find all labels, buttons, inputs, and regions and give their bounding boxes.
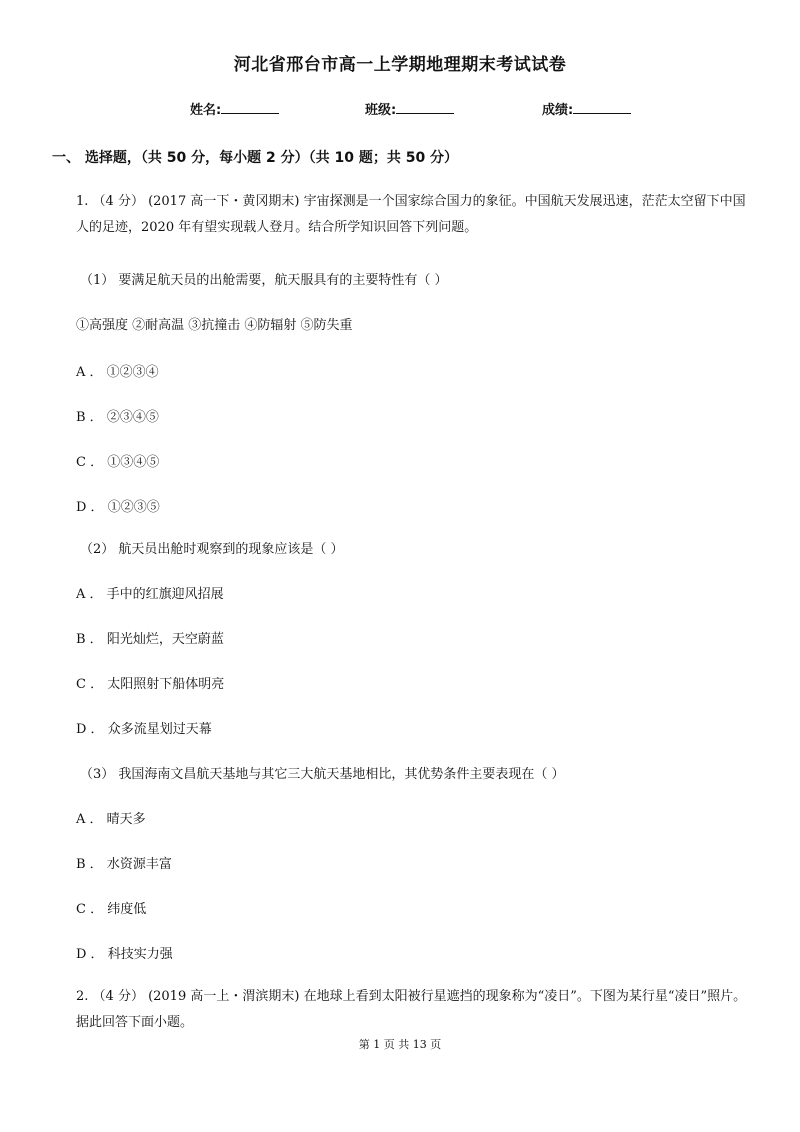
option-b: B ． ②③④⑤: [76, 410, 159, 425]
class-blank: [396, 101, 454, 114]
question-1-sub-1-items: ①高强度 ②耐高温 ③抗撞击 ④防辐射 ⑤防失重: [76, 318, 353, 333]
option-d: D ． 众多流星划过天幕: [76, 722, 212, 737]
option-d: D ． 科技实力强: [76, 947, 173, 962]
name-label: 姓名:: [190, 103, 222, 118]
name-field: [190, 99, 279, 118]
document-title: 河北省邢台市高一上学期地理期末考试试卷: [233, 55, 567, 75]
score-blank: [573, 101, 631, 114]
score-label: 成绩:: [542, 103, 574, 118]
option-b: B ． 阳光灿烂，天空蔚蓝: [76, 632, 224, 647]
option-c: C ． 纬度低: [76, 902, 147, 917]
score-field: [542, 99, 631, 118]
question-2-stem: 2. （4 分） (2019 高一上・渭滨期末) 在地球上看到太阳被行星遮挡的现象称为“凌日”。下图为某行星“凌日”照片。据此回答下面小题。: [76, 989, 747, 1030]
name-blank: [221, 101, 279, 114]
question-1-stem: 1. （4 分） (2017 高一下・黄冈期末) 宇宙探测是一个国家综合国力的象征。中国航天发展迅速，茫茫太空留下中国人的足迹，2020 年有望实现载人登月。结合所学知识回答下列问题。: [76, 194, 746, 235]
option-d: D ． ①②③⑤: [76, 500, 160, 515]
class-label: 班级:: [365, 103, 397, 118]
question-1-sub-3-stem: （3） 我国海南文昌航天基地与其它三大航天基地相比，其优势条件主要表现在（ ）: [80, 767, 565, 782]
class-field: [365, 99, 454, 118]
question-1-sub-1-stem: （1） 要满足航天员的出舱需要，航天服具有的主要特性有（ ）: [80, 273, 448, 288]
question-1-sub-2-stem: （2） 航天员出舱时观察到的现象应该是（ ）: [80, 542, 344, 557]
option-b: B ． 水资源丰富: [76, 857, 172, 872]
option-c: C ． ①③④⑤: [76, 455, 160, 470]
option-a: A ． ①②③④: [76, 365, 159, 380]
option-a: A ． 晴天多: [76, 812, 146, 827]
option-a: A ． 手中的红旗迎风招展: [76, 587, 224, 602]
section-heading: 一、 选择题，（共 50 分，每小题 2 分）（共 10 题；共 50 分）: [52, 150, 459, 166]
option-c: C ． 太阳照射下船体明亮: [76, 677, 225, 692]
page-footer: 第 1 页 共 13 页: [358, 1038, 442, 1051]
